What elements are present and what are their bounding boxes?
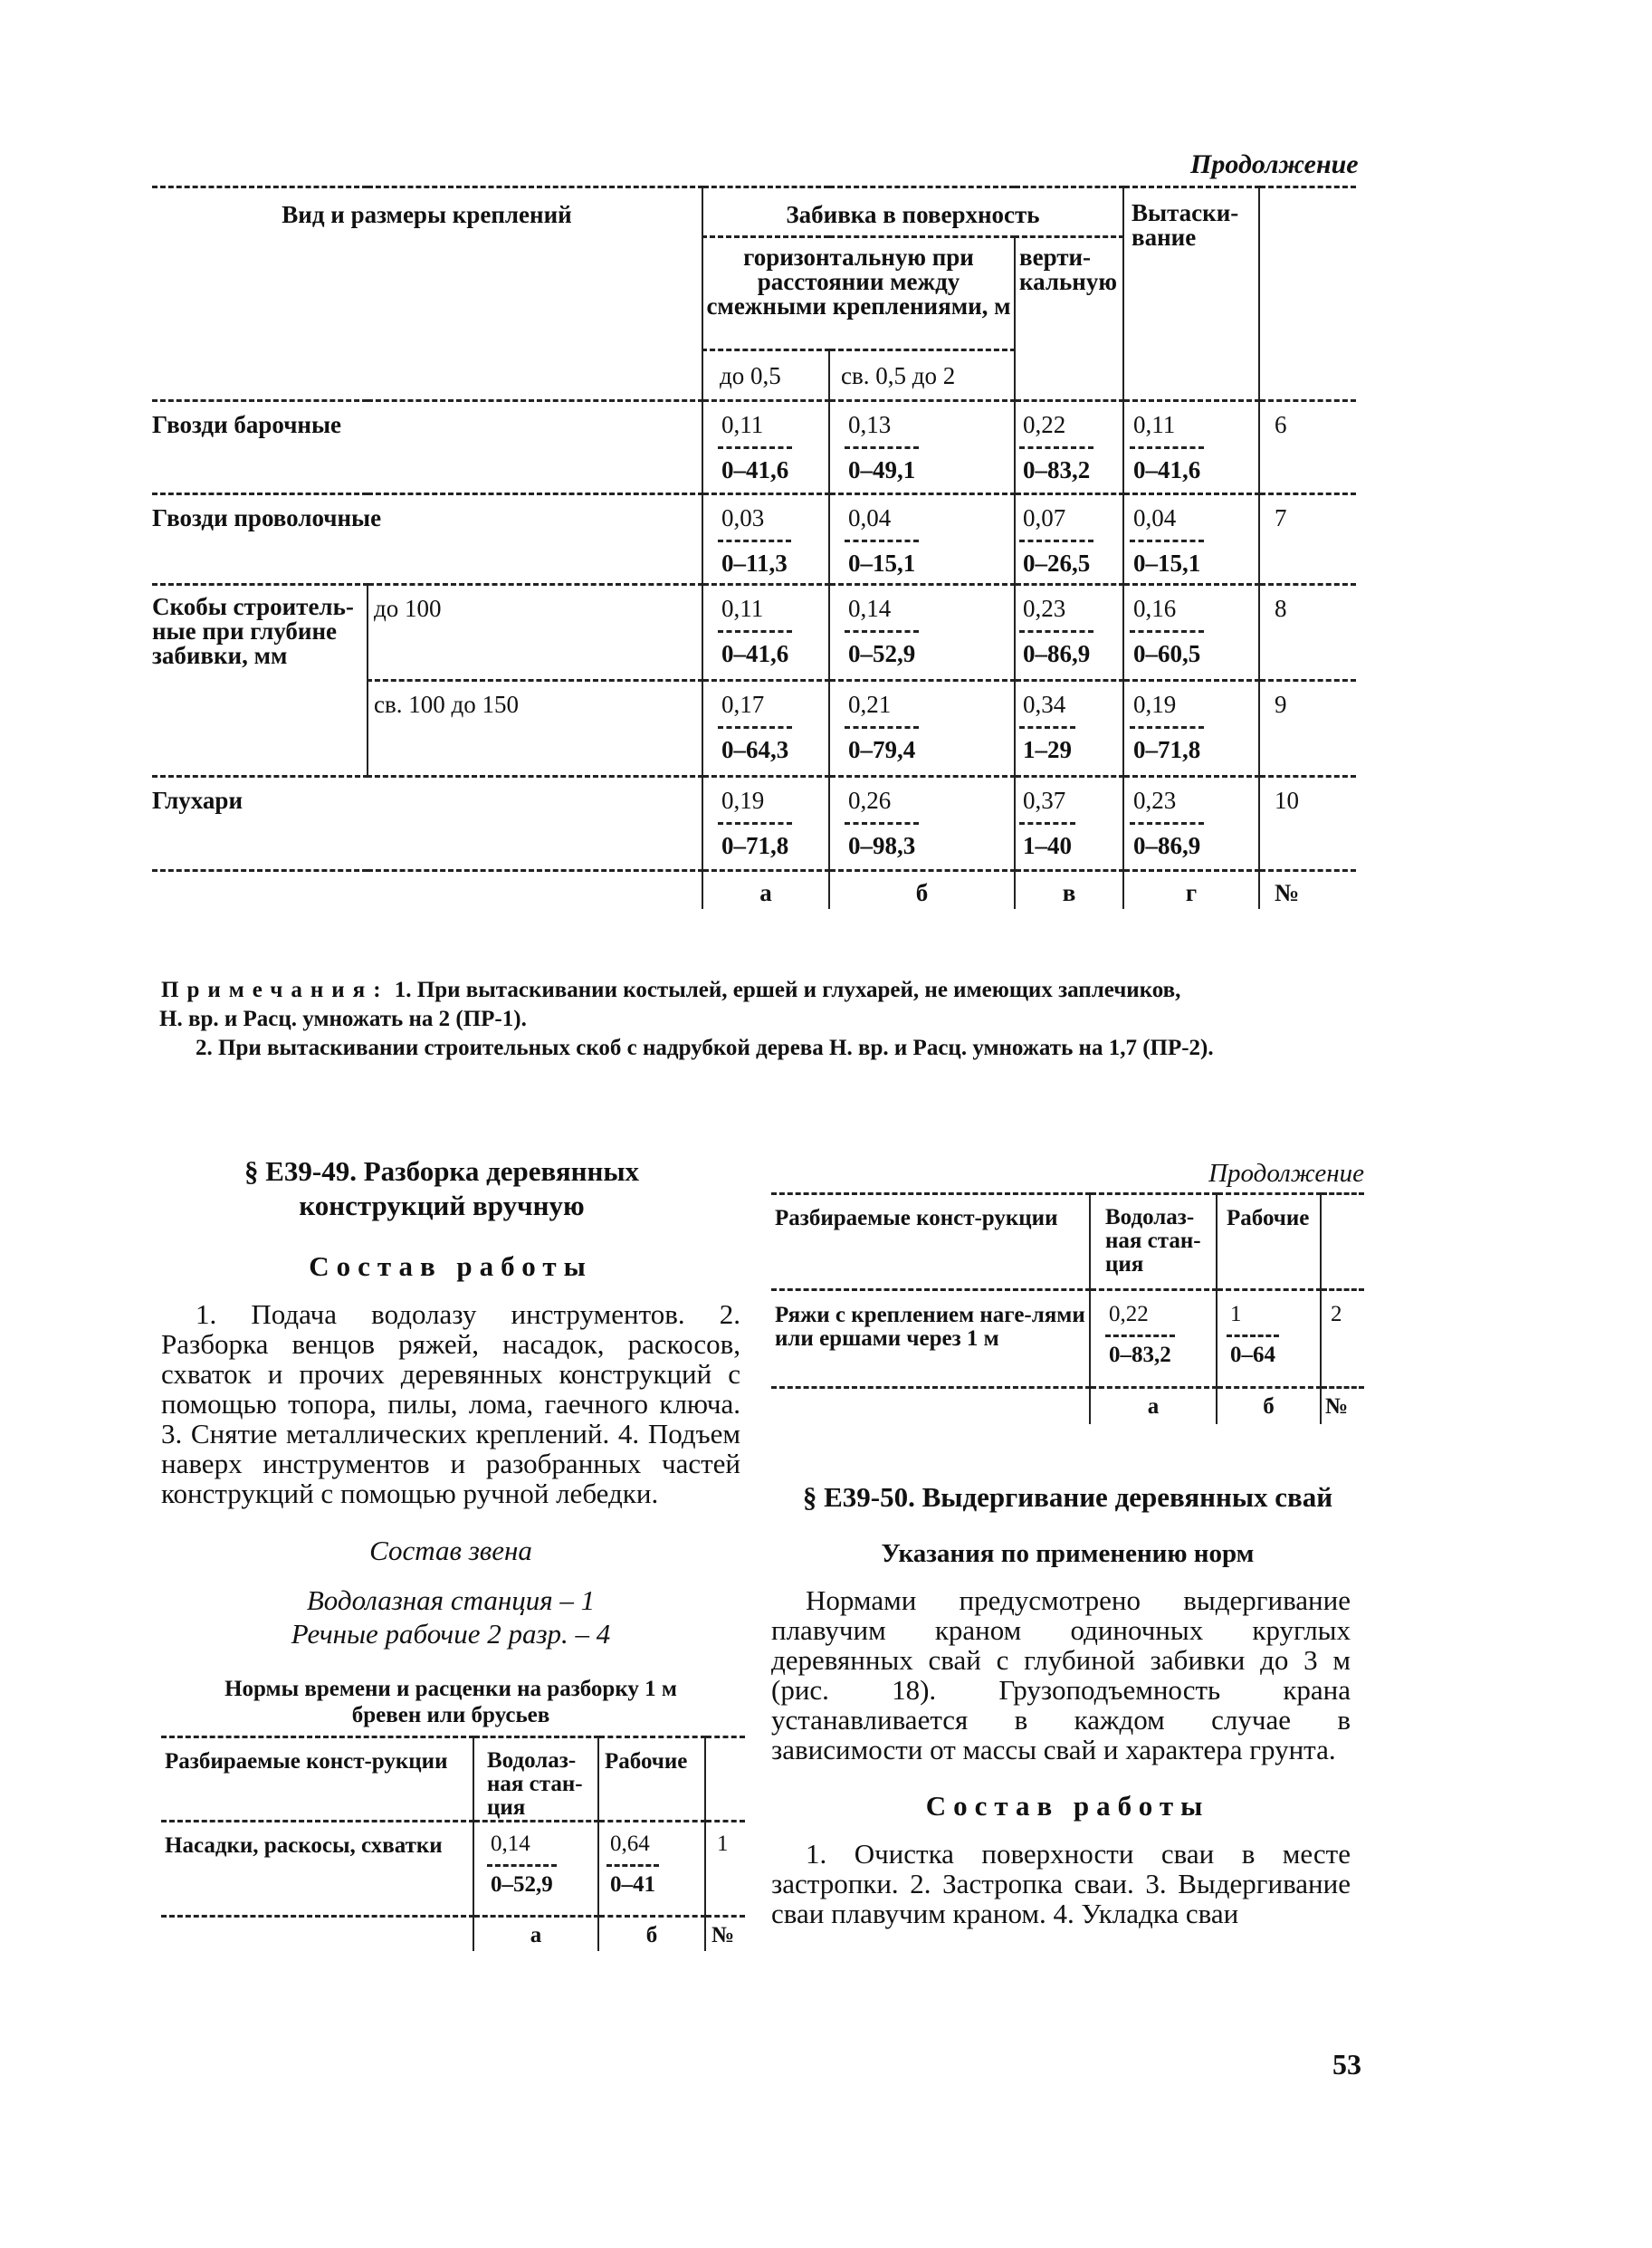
value-b: 0,04 [848, 504, 892, 531]
work-text: 1. Подача водолазу инструментов. 2. Разборка венцов ряжей, насадок, раскосов, схваток и прочих деревянных конструкций с помощью топора, пилы, лома, гаечного ключа. 3. Снятие металлических креплений. 4. Подъем наверх инструментов и разобранных частей конструкций с помощью ручной лебедки. [161, 1298, 740, 1509]
crew-heading: Состав звена [369, 1535, 532, 1566]
price-g: 0–71,8 [1130, 726, 1204, 770]
value-a: 0,17 [721, 691, 765, 718]
header-horizontal: горизонтальную при расстоянии между смежными креплениями, м [702, 237, 1015, 350]
table-row [152, 401, 1356, 494]
section-e39-49 [161, 1154, 740, 1951]
value-g: 0,19 [1133, 691, 1177, 718]
row-label: Ряжи с креплением наге-лями или ершами через 1 м [775, 1303, 1085, 1351]
note-1: 1. При вытаскивании костылей, ершей и глухарей, не имеющих заплечиков, [394, 978, 1181, 1002]
col-diving-station: Водолаз-ная стан-ция [1090, 1194, 1217, 1290]
col-workers: Рабочие [1217, 1194, 1321, 1290]
footer-a: а [530, 1923, 542, 1947]
row-label: Гвозди проволочные [152, 504, 382, 531]
value-g: 0,23 [1133, 787, 1177, 814]
row-label: Скобы строитель-ные при глубине забивки, мм [152, 593, 354, 669]
row-label: Гвозди барочные [152, 411, 342, 438]
table-row [152, 777, 1356, 871]
value-a: 0,11 [721, 411, 764, 438]
row-number: 9 [1275, 691, 1287, 718]
row-number: 2 [1331, 1302, 1342, 1326]
col-structures: Разбираемые конст-рукции [161, 1737, 473, 1822]
table-footer-row [161, 1917, 745, 1951]
footer-no: № [1325, 1394, 1349, 1419]
page-number: 53 [1332, 2048, 1361, 2081]
row-sublabel: св. 100 до 150 [374, 691, 519, 718]
footer-b: б [645, 1923, 658, 1947]
header-pull: Вытаски-вание [1123, 187, 1259, 401]
value-v: 0,22 [1023, 411, 1066, 438]
col-structures: Разбираемые конст-рукции [771, 1194, 1090, 1290]
price-b: 0–15,1 [845, 540, 919, 583]
price-a: 0–64,3 [718, 726, 792, 770]
price-a: 0–11,3 [718, 540, 791, 583]
instructions-text: Нормами предусмотрено выдергивание плавучим краном одиночных круглых деревянных свай с глубиной забивки до 3 м (рис. 18). Грузоподъемность крана устанавливается в каждом случае в зависимости от массы свай и характера грунта. [771, 1583, 1351, 1765]
row-number: 10 [1275, 787, 1299, 814]
header-range-a: до 0,5 [702, 350, 829, 401]
footer-g: г [1185, 879, 1198, 906]
value-b: 1 [1230, 1302, 1242, 1326]
row-number: 1 [717, 1832, 729, 1856]
fastenings-norms-table [152, 186, 1356, 909]
price-a: 0–41,6 [718, 630, 792, 674]
row-sublabel: до 100 [374, 595, 442, 622]
value-a: 0,14 [491, 1832, 530, 1856]
value-a: 0,19 [721, 787, 765, 814]
value-v: 0,07 [1023, 504, 1066, 531]
row-number: 7 [1275, 504, 1287, 531]
work-text: 1. Очистка поверхности сваи в месте застропки. 2. Застропка сваи. 3. Выдергивание сваи плавучим краном. 4. Укладка сваи [771, 1837, 1351, 1929]
price-v: 0–26,5 [1019, 540, 1093, 583]
footer-a: а [1147, 1394, 1160, 1419]
col-diving-station: Водолаз-ная стан-ция [473, 1737, 598, 1822]
value-a: 0,22 [1109, 1302, 1149, 1326]
header-no-empty [1259, 187, 1356, 401]
header-vertical: верти-кальную [1015, 237, 1123, 401]
value-b: 0,26 [848, 787, 892, 814]
norms-title: Нормы времени и расценки на разборку 1 м бревен или брусьев [224, 1677, 677, 1727]
note-1-cont: Н. вр. и Расц. умножать на 2 (ПР-1). [159, 1007, 527, 1031]
table-row [771, 1290, 1364, 1388]
table-footer-row [771, 1388, 1364, 1424]
value-g: 0,16 [1133, 595, 1177, 622]
instructions-heading: Указания по применению норм [881, 1538, 1255, 1568]
price-v: 1–40 [1019, 822, 1075, 866]
disassembly-table [161, 1736, 745, 1951]
notes-label: Примечания: [161, 978, 389, 1002]
price-a: 0–52,9 [487, 1864, 557, 1901]
crew-line-2: Речные рабочие 2 разр. – 4 [291, 1618, 611, 1650]
price-g: 0–60,5 [1130, 630, 1204, 674]
price-v: 0–86,9 [1019, 630, 1093, 674]
price-a: 0–41,6 [718, 446, 792, 490]
work-heading: Состав работы [309, 1250, 593, 1282]
rafts-table [771, 1192, 1364, 1424]
price-b: 0–98,3 [845, 822, 919, 866]
value-v: 0,34 [1023, 691, 1066, 718]
row-number: 6 [1275, 411, 1287, 438]
value-b: 0,21 [848, 691, 892, 718]
value-v: 0,23 [1023, 595, 1066, 622]
price-b: 0–49,1 [845, 446, 919, 490]
continuation-label-right: Продолжение [1208, 1159, 1364, 1188]
value-a: 0,11 [721, 595, 764, 622]
table-row [152, 585, 1356, 681]
value-b: 0,14 [848, 595, 892, 622]
price-g: 0–41,6 [1130, 446, 1204, 490]
work-heading: Состав работы [925, 1789, 1210, 1822]
header-type: Вид и размеры креплений [152, 187, 702, 401]
col-workers: Рабочие [598, 1737, 705, 1822]
price-v: 1–29 [1019, 726, 1075, 770]
value-g: 0,11 [1133, 411, 1176, 438]
table-row [152, 494, 1356, 585]
price-b: 0–41 [606, 1864, 659, 1901]
price-v: 0–83,2 [1019, 446, 1093, 490]
price-a: 0–71,8 [718, 822, 792, 866]
price-b: 0–79,4 [845, 726, 919, 770]
price-a: 0–83,2 [1105, 1334, 1175, 1372]
price-b: 0–64 [1227, 1334, 1279, 1372]
section-e39-50 [771, 1159, 1364, 1928]
header-drive: Забивка в поверхность [702, 187, 1123, 237]
section-title: § Е39-49. Разборка деревянных конструкций вручную [244, 1155, 640, 1221]
continuation-label-top: Продолжение [1190, 149, 1359, 179]
row-label: Насадки, раскосы, схватки [165, 1833, 443, 1858]
footer-no: № [711, 1923, 735, 1947]
price-g: 0–86,9 [1130, 822, 1204, 866]
footer-b: б [1263, 1394, 1275, 1419]
price-g: 0–15,1 [1130, 540, 1204, 583]
value-b: 0,13 [848, 411, 892, 438]
value-a: 0,03 [721, 504, 765, 531]
row-label: Глухари [152, 787, 243, 814]
note-2: 2. При вытаскивании строительных скоб с надрубкой дерева Н. вр. и Расц. умножать на 1,7 (ПР-2). [196, 1036, 1214, 1060]
footer-no: № [1275, 879, 1300, 906]
footer-v: в [1062, 879, 1076, 906]
value-g: 0,04 [1133, 504, 1177, 531]
section-title: § Е39-50. Выдергивание деревянных свай [802, 1480, 1333, 1513]
crew-line-1: Водолазная станция – 1 [306, 1584, 596, 1616]
footer-b: б [915, 879, 929, 906]
table-row [161, 1822, 745, 1917]
header-range-b: св. 0,5 до 2 [829, 350, 1015, 401]
table-notes [161, 976, 1365, 1063]
table-footer-row [152, 871, 1356, 909]
value-b: 0,64 [610, 1832, 650, 1856]
row-number: 8 [1275, 595, 1287, 622]
footer-a: а [759, 879, 772, 906]
value-v: 0,37 [1023, 787, 1066, 814]
price-b: 0–52,9 [845, 630, 919, 674]
